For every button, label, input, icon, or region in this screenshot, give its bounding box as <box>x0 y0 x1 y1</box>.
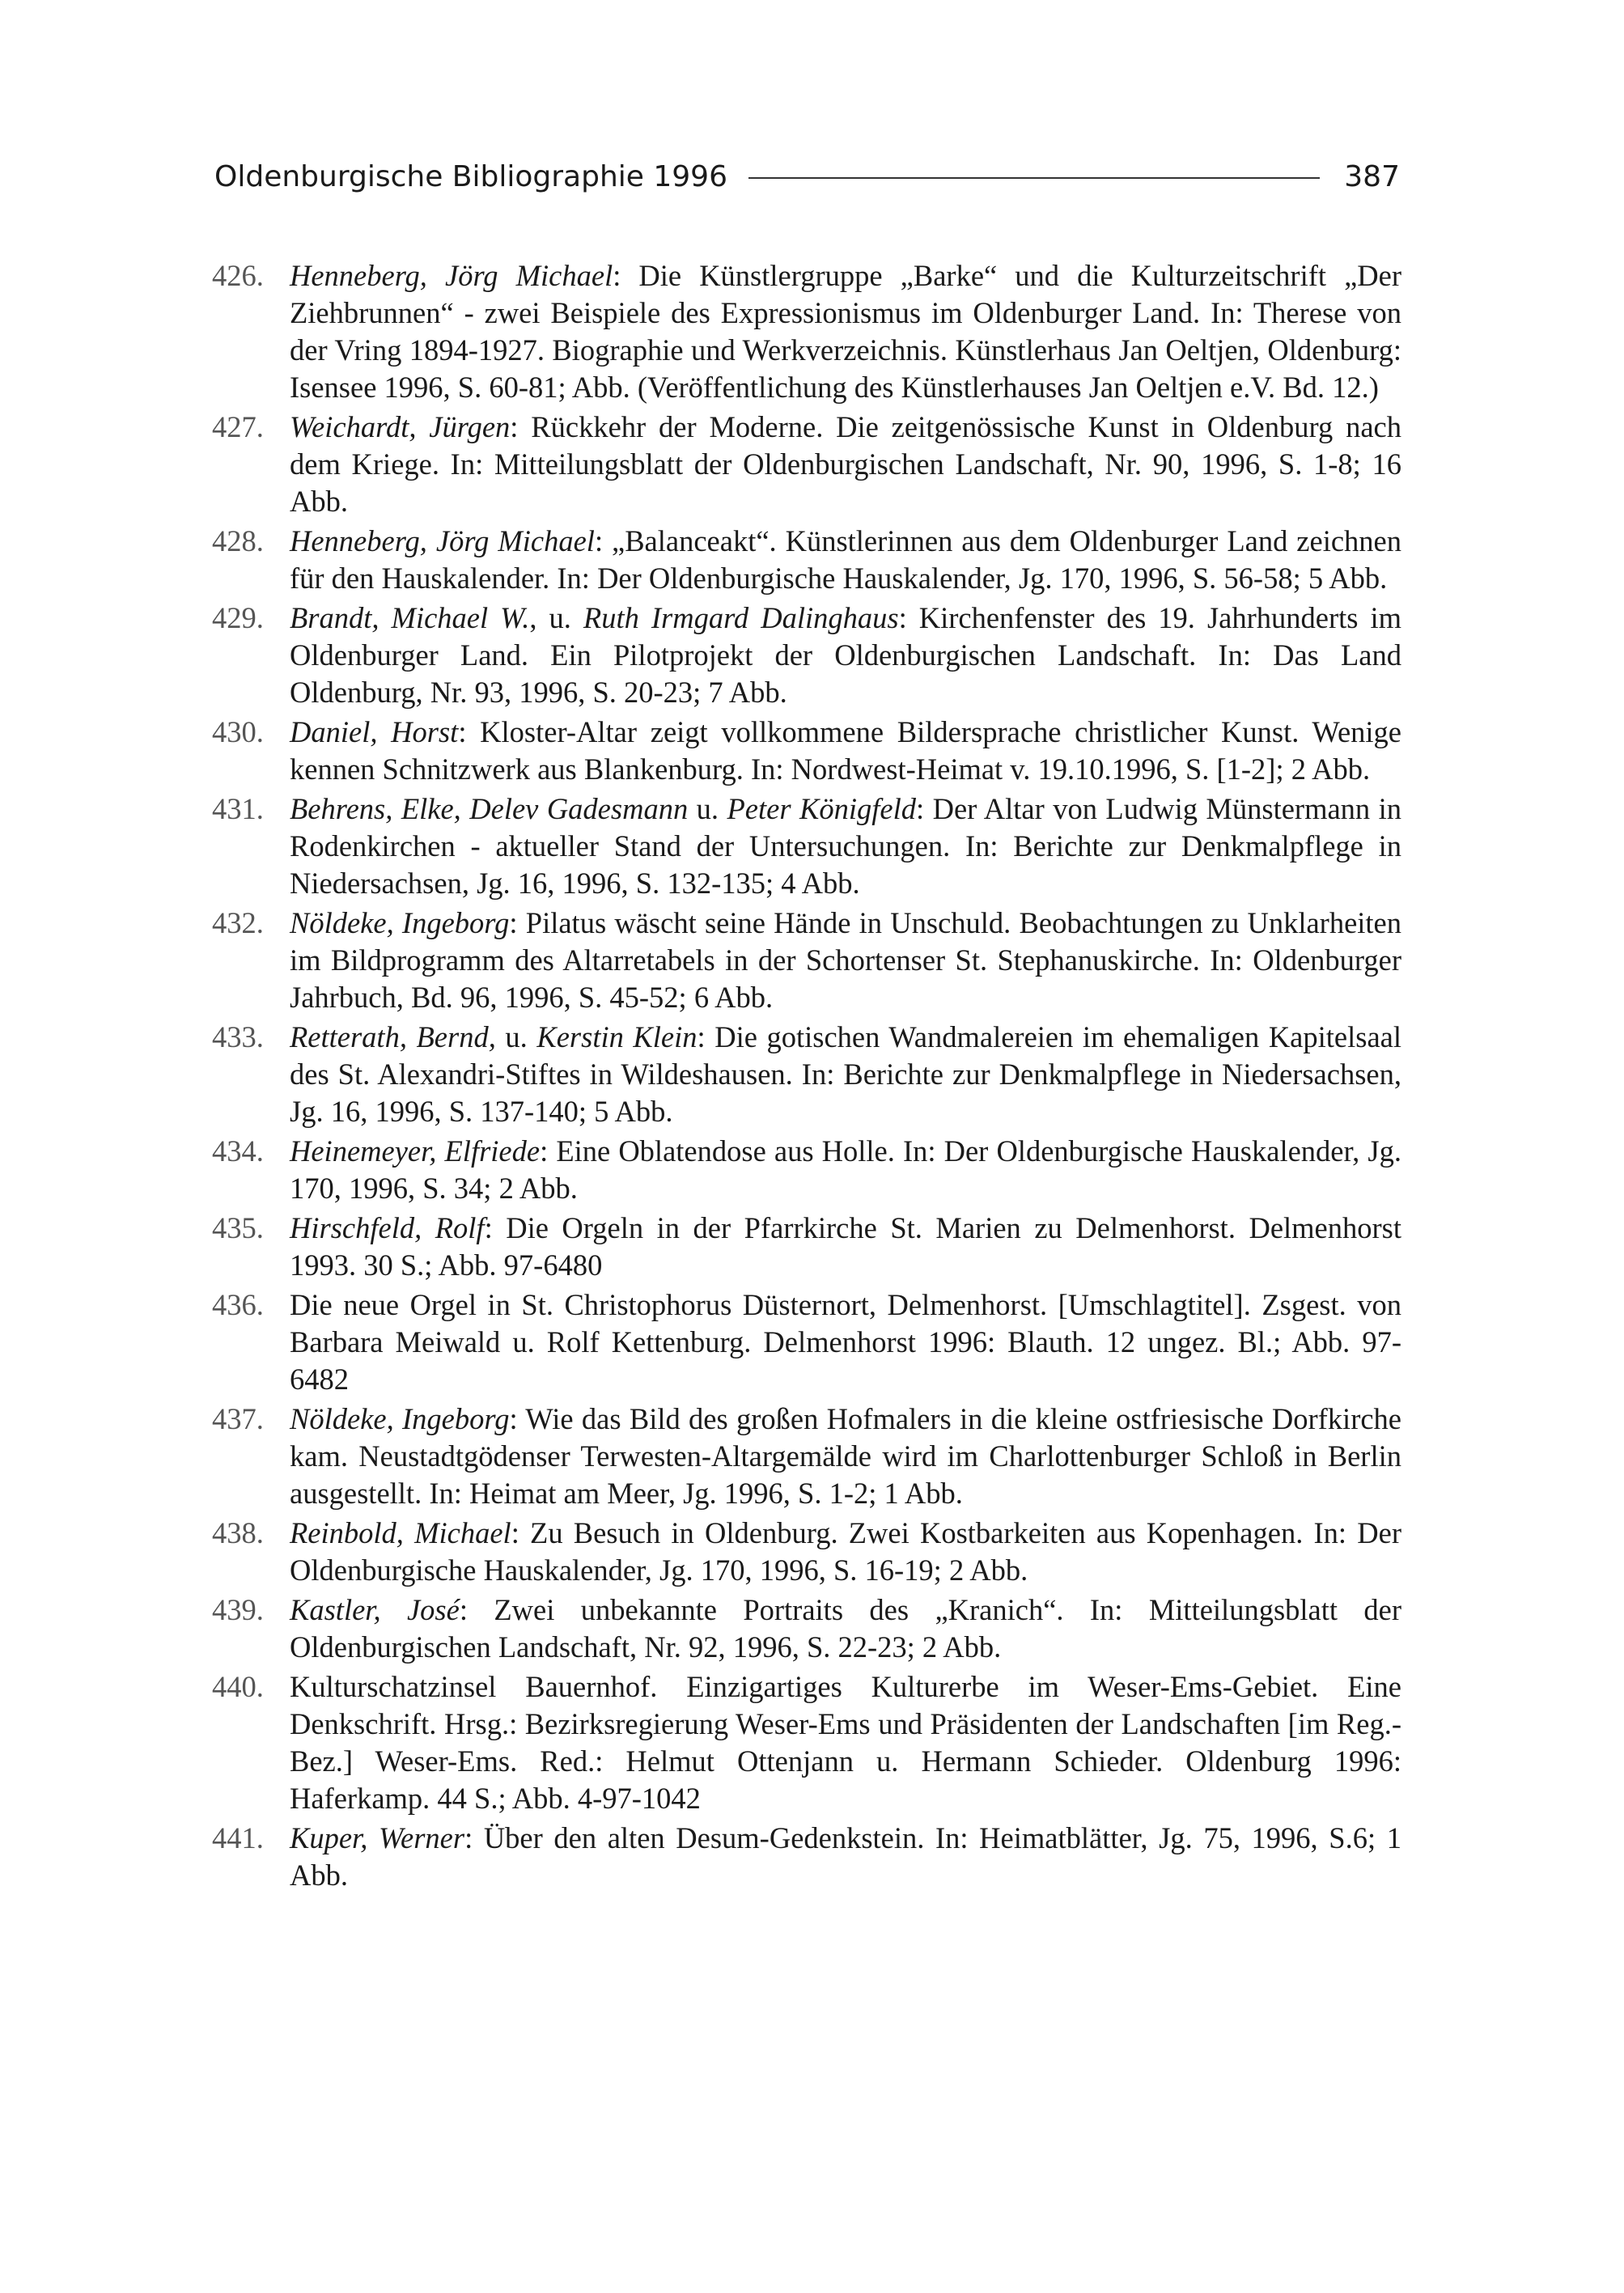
entry-number: 429. <box>212 601 264 634</box>
bibliography-entry <box>212 1515 1401 1589</box>
entry-text <box>290 1134 1401 1205</box>
entry-text <box>290 715 1401 786</box>
entry-number: 438. <box>212 1516 264 1549</box>
bibliography-entry <box>212 1401 1401 1512</box>
bibliography-entry <box>212 257 1401 406</box>
entry-number: 431. <box>212 792 264 825</box>
entry-author: Reinbold, Michael <box>290 1516 511 1549</box>
entry-number: 440. <box>212 1670 264 1703</box>
entry-citation: : Zwei unbekannte Portraits des „Kranich“. In: Mitteilungsblatt der Oldenburgischen Landschaft, Nr. 92, 1996, S. 22-23; 2 Abb. <box>290 1593 1402 1664</box>
entry-citation: : Kloster-Altar zeigt vollkommene Bildersprache christlicher Kunst. Wenige kennen Schnitzwerk aus Blankenburg. In: Nordwest-Heimat v. 19.10.1996, S. [1-2]; 2 Abb. <box>290 715 1401 786</box>
bibliography-entries <box>212 257 1401 1897</box>
entry-text <box>290 1593 1401 1664</box>
bibliography-entry <box>212 1820 1401 1894</box>
entry-citation: : „Balanceakt“. Künstlerinnen aus dem Oldenburger Land zeichnen für den Hauskalender. In: Der Oldenburgische Hauskalender, Jg. 170, 1996, S. 56-58; 5 Abb. <box>290 524 1402 595</box>
entry-citation: : Rückkehr der Moderne. Die zeitgenössische Kunst in Oldenburg nach dem Kriege. In: Mitteilungsblatt der Oldenburgischen Landschaft, Nr. 90, 1996, S. 1-8; 16 Abb. <box>290 410 1401 518</box>
page-number: 387 <box>1344 159 1400 193</box>
entry-number: 428. <box>212 524 264 557</box>
page-header <box>214 152 1400 201</box>
entry-text <box>290 259 1401 404</box>
entry-number: 435. <box>212 1211 264 1244</box>
entry-author: Nöldeke, Ingeborg <box>290 1402 510 1435</box>
entry-citation: , u. <box>529 601 583 634</box>
bibliography-entry <box>212 1592 1401 1666</box>
entry-text <box>290 524 1401 595</box>
entry-citation: : Wie das Bild des großen Hofmalers in die kleine ostfriesische Dorfkirche kam. Neustadtgödenser Terwesten-Altargemälde wird im Charlottenburger Schloß in Berlin ausgestellt. In: Heimat am Meer, Jg. 1996, S. 1-2; 1 Abb. <box>290 1402 1402 1510</box>
entry-citation: : Über den alten Desum-Gedenkstein. In: Heimatblätter, Jg. 75, 1996, S.6; 1 Abb. <box>290 1821 1401 1892</box>
bibliography-entry <box>212 1210 1401 1284</box>
entry-citation: Die neue Orgel in St. Christophorus Düsternort, Delmenhorst. [Umschlagtitel]. Zsgest. von Barbara Meiwald u. Rolf Kettenburg. Delmenhorst 1996: Blauth. 12 ungez. Bl.; Abb. 97-6482 <box>290 1288 1401 1396</box>
entry-number: 426. <box>212 259 264 292</box>
entry-author: Kastler, José <box>290 1593 460 1626</box>
entry-citation: u. <box>495 1020 537 1053</box>
bibliography-entry <box>212 523 1401 597</box>
entry-text <box>290 906 1401 1014</box>
entry-citation: u. <box>688 792 727 825</box>
entry-author: Henneberg, Jörg Michael <box>290 524 595 557</box>
entry-coauthor: Kerstin Klein <box>536 1020 698 1053</box>
entry-citation: : Eine Oblatendose aus Holle. In: Der Oldenburgische Hauskalender, Jg. 170, 1996, S. 34; 2 Abb. <box>290 1134 1401 1205</box>
entry-text <box>290 1402 1401 1510</box>
entry-citation: : Pilatus wäscht seine Hände in Unschuld. Beobachtungen zu Unklarheiten im Bildprogramm des Altarretabels in der Schortenser St. Stephanuskirche. In: Oldenburger Jahrbuch, Bd. 96, 1996, S. 45-52; 6 Abb. <box>290 906 1402 1014</box>
entry-text <box>290 1516 1401 1587</box>
header-rule <box>748 177 1320 179</box>
entry-number: 437. <box>212 1402 264 1435</box>
entry-citation: : Der Altar von Ludwig Münstermann in Rodenkirchen - aktueller Stand der Untersuchungen. In: Berichte zur Denkmalpflege in Niedersachsen, Jg. 16, 1996, S. 132-135; 4 Abb. <box>290 792 1402 900</box>
entry-number: 441. <box>212 1821 264 1854</box>
bibliography-entry <box>212 1668 1401 1817</box>
entry-author: Hirschfeld, Rolf <box>290 1211 485 1244</box>
bibliography-entry <box>212 600 1401 711</box>
entry-citation: : Die Orgeln in der Pfarrkirche St. Marien zu Delmenhorst. Delmenhorst 1993. 30 S.; Abb. 97-6480 <box>290 1211 1401 1282</box>
entry-citation: Kulturschatzinsel Bauernhof. Einzigartiges Kulturerbe im Weser-Ems-Gebiet. Eine Denkschrift. Hrsg.: Bezirksregierung Weser-Ems und Präsidenten der Landschaften [im Reg.-Bez.] Weser-Ems. Red.: Helmut Ottenjann u. Hermann Schieder. Oldenburg 1996: Haferkamp. 44 S.; Abb. 4-97-1042 <box>290 1670 1401 1815</box>
entry-text <box>290 792 1401 900</box>
entry-author: Nöldeke, Ingeborg <box>290 906 510 939</box>
bibliography-entry <box>212 714 1401 788</box>
entry-citation: : Die Künstlergruppe „Barke“ und die Kulturzeitschrift „Der Ziehbrunnen“ - zwei Beispiele des Expressionismus im Oldenburger Land. In: Therese von der Vring 1894-1927. Biographie und Werkverzeichnis. Künstlerhaus Jan Oeltjen, Oldenburg: Isensee 1996, S. 60-81; Abb. (Veröffentlichung des Künstlerhauses Jan Oeltjen e.V. Bd. 12.) <box>290 259 1401 404</box>
entry-author: Henneberg, Jörg Michael <box>290 259 613 292</box>
bibliography-entry <box>212 1133 1401 1207</box>
entry-number: 432. <box>212 906 264 939</box>
entry-coauthor: Ruth Irmgard Dalinghaus <box>583 601 899 634</box>
entry-author: Kuper, Werner <box>290 1821 465 1854</box>
entry-text <box>290 601 1401 709</box>
bibliography-entry <box>212 1286 1401 1398</box>
bibliography-entry <box>212 905 1401 1016</box>
entry-citation: : Die gotischen Wandmalereien im ehemaligen Kapitelsaal des St. Alexandri-Stiftes in Wildeshausen. In: Berichte zur Denkmalpflege in Niedersachsen, Jg. 16, 1996, S. 137-140; 5 Abb. <box>290 1020 1401 1128</box>
entry-author: Daniel, Horst <box>290 715 459 748</box>
entry-citation: : Zu Besuch in Oldenburg. Zwei Kostbarkeiten aus Kopenhagen. In: Der Oldenburgische Hauskalender, Jg. 170, 1996, S. 16-19; 2 Abb. <box>290 1516 1401 1587</box>
entry-author: Behrens, Elke, Delev Gadesmann <box>290 792 689 825</box>
bibliography-entry <box>212 790 1401 902</box>
entry-coauthor: Peter Königfeld <box>727 792 916 825</box>
entry-text <box>290 1288 1401 1396</box>
entry-text <box>290 1211 1401 1282</box>
entry-author: Retterath, Bernd, <box>290 1020 496 1053</box>
entry-citation: : Kirchenfenster des 19. Jahrhunderts im Oldenburger Land. Ein Pilotprojekt der Oldenburgischen Landschaft. In: Das Land Oldenburg, Nr. 93, 1996, S. 20-23; 7 Abb. <box>290 601 1402 709</box>
bibliography-entry <box>212 1019 1401 1130</box>
entry-text <box>290 1020 1401 1128</box>
entry-author: Heinemeyer, Elfriede <box>290 1134 541 1168</box>
entry-number: 430. <box>212 715 264 748</box>
entry-text <box>290 1821 1401 1892</box>
entry-number: 434. <box>212 1134 264 1168</box>
entry-text <box>290 1670 1401 1815</box>
entry-number: 427. <box>212 410 264 443</box>
bibliography-entry <box>212 409 1401 520</box>
entry-number: 439. <box>212 1593 264 1626</box>
entry-number: 433. <box>212 1020 264 1053</box>
entry-text <box>290 410 1401 518</box>
entry-number: 436. <box>212 1288 264 1321</box>
entry-author: Weichardt, Jürgen <box>290 410 511 443</box>
running-title: Oldenburgische Bibliographie 1996 <box>214 159 727 193</box>
entry-author: Brandt, Michael W. <box>290 601 530 634</box>
